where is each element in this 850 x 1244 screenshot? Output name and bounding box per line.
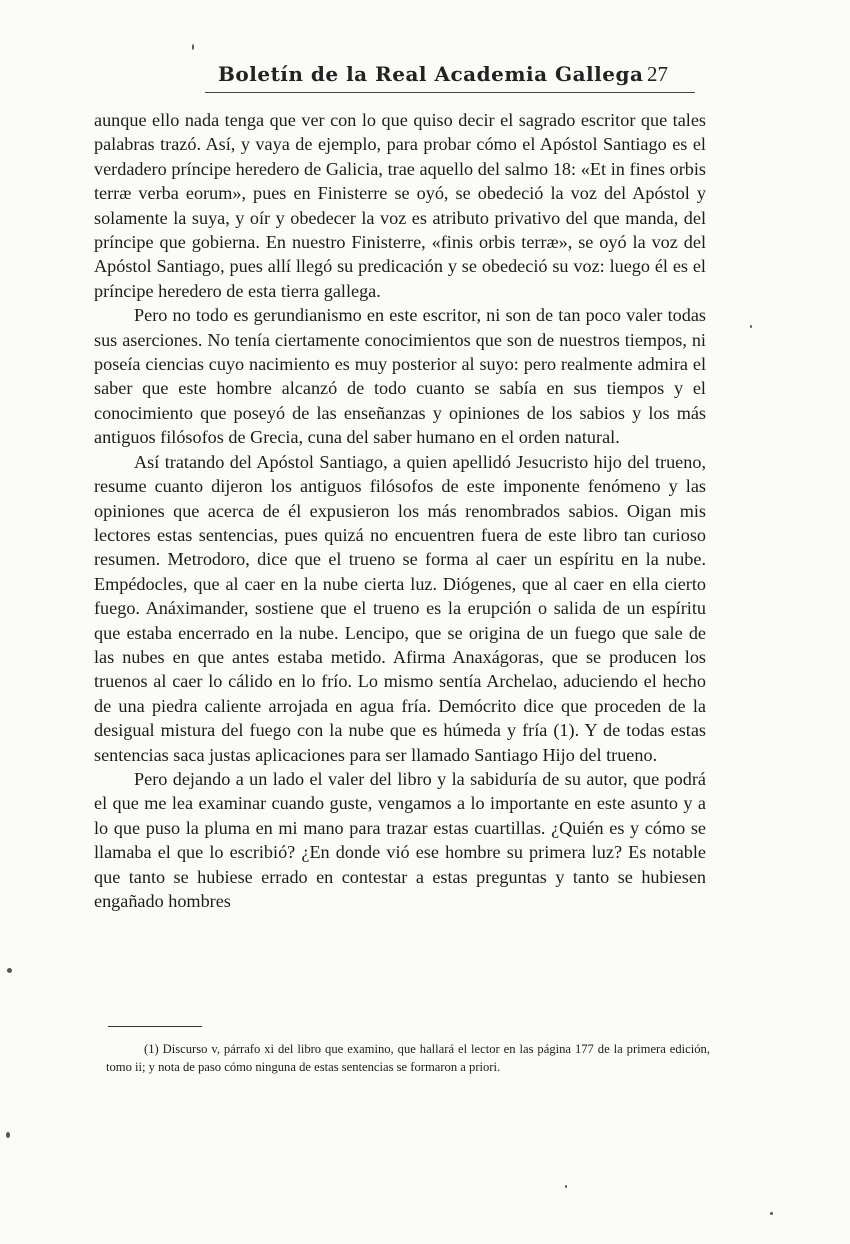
scan-speck: [192, 44, 194, 50]
page-number: 27: [647, 62, 668, 86]
body-text: [94, 108, 706, 913]
footnote-divider: [108, 1026, 202, 1027]
paragraph: Pero no todo es gerundianismo en este escritor, ni son de tan poco valer todas sus aserciones. No tenía ciertamente conocimientos que son de nuestros tiempos, ni poseía ciencias cuyo nacimiento es muy posterior al suyo: pero realmente admira el saber que este hombre alcanzó de todo cuanto se sabía en sus tiempos y el conocimiento que poseyó de las enseñanzas y opiniones de los sabios y los más antiguos filósofos de Grecia, cuna del saber humano en el orden natural.: [94, 305, 706, 448]
journal-title: Boletín de la Real Academia Gallega: [218, 62, 644, 86]
running-header: [200, 62, 700, 94]
scan-speck: [770, 1212, 773, 1215]
paragraph: Así tratando del Apóstol Santiago, a quien apellidó Jesucristo hijo del trueno, resume cuanto dijeron los antiguos filósofos de este imponente fenómeno y las opiniones que acerca de él expusieron los más renombrados sabios. Oigan mis lectores estas sentencias, pues quizá no encuentren fuera de este libro tan curioso resumen. Metrodoro, dice que el trueno se forma al caer un espíritu en la nube. Empédocles, que al caer en la nube cierta luz. Diógenes, que al caer en ella cierto fuego. Anáximander, sostiene que el trueno es la erupción o salida de un espíritu que estaba encerrado en la nube. Lencipo, que se origina de un fuego que sale de las nubes en que antes estaba metido. Afirma Anaxágoras, que se producen los truenos al caer lo cálido en lo frío. Lo mismo sentía Archelao, aduciendo el hecho de una piedra caliente arrojada en agua fría. Demócrito dice que proceden de la desigual mistura del fuego con la nube que es húmeda y fría (1). Y de todas estas sentencias saca justas aplicaciones para ser llamado Santiago Hijo del trueno.: [94, 451, 706, 765]
scan-speck: [565, 1185, 567, 1188]
header-divider: [205, 92, 695, 93]
paragraph: Pero dejando a un lado el valer del libro y la sabiduría de su autor, que podrá el que me lea examinar cuando guste, vengamos a lo importante en este asunto y a lo que puso la pluma en mi mano para trazar estas cuartillas. ¿Quién es y cómo se llamaba el que lo escribió? ¿En donde vió ese hombre su primera luz? Es notable que tanto se hubiese errado en contestar a estas preguntas y tanto se hubiesen engañado hombres: [94, 768, 706, 911]
paragraph-continuation: aunque ello nada tenga que ver con lo que quiso decir el sagrado escritor que tales palabras trazó. Así, y vaya de ejemplo, para probar cómo el Apóstol Santiago es el verdadero príncipe heredero de Galicia, trae aquello del salmo 18: «Et in fines orbis terræ verba eorum», pues en Finisterre se oyó, se obedeció la voz del Apóstol y solamente la suya, y oír y obedecer la voz es atributo privativo del que manda, del príncipe que gobierna. En nuestro Finisterre, «finis orbis terræ», se oyó la voz del Apóstol Santiago, pues allí llegó su predicación y se obedeció su voz: luego él es el príncipe heredero de esta tierra gallega.: [94, 110, 706, 301]
scan-speck: [6, 1132, 10, 1138]
scan-speck: [750, 325, 752, 328]
footnote: [106, 1040, 710, 1076]
scan-speck: [7, 968, 12, 973]
footnote-text: (1) Discurso v, párrafo xi del libro que examino, que hallará el lector en las página 177 de la primera edición, tomo ii; y nota de paso cómo ninguna de estas sentencias se formaron a priori.: [106, 1042, 710, 1074]
